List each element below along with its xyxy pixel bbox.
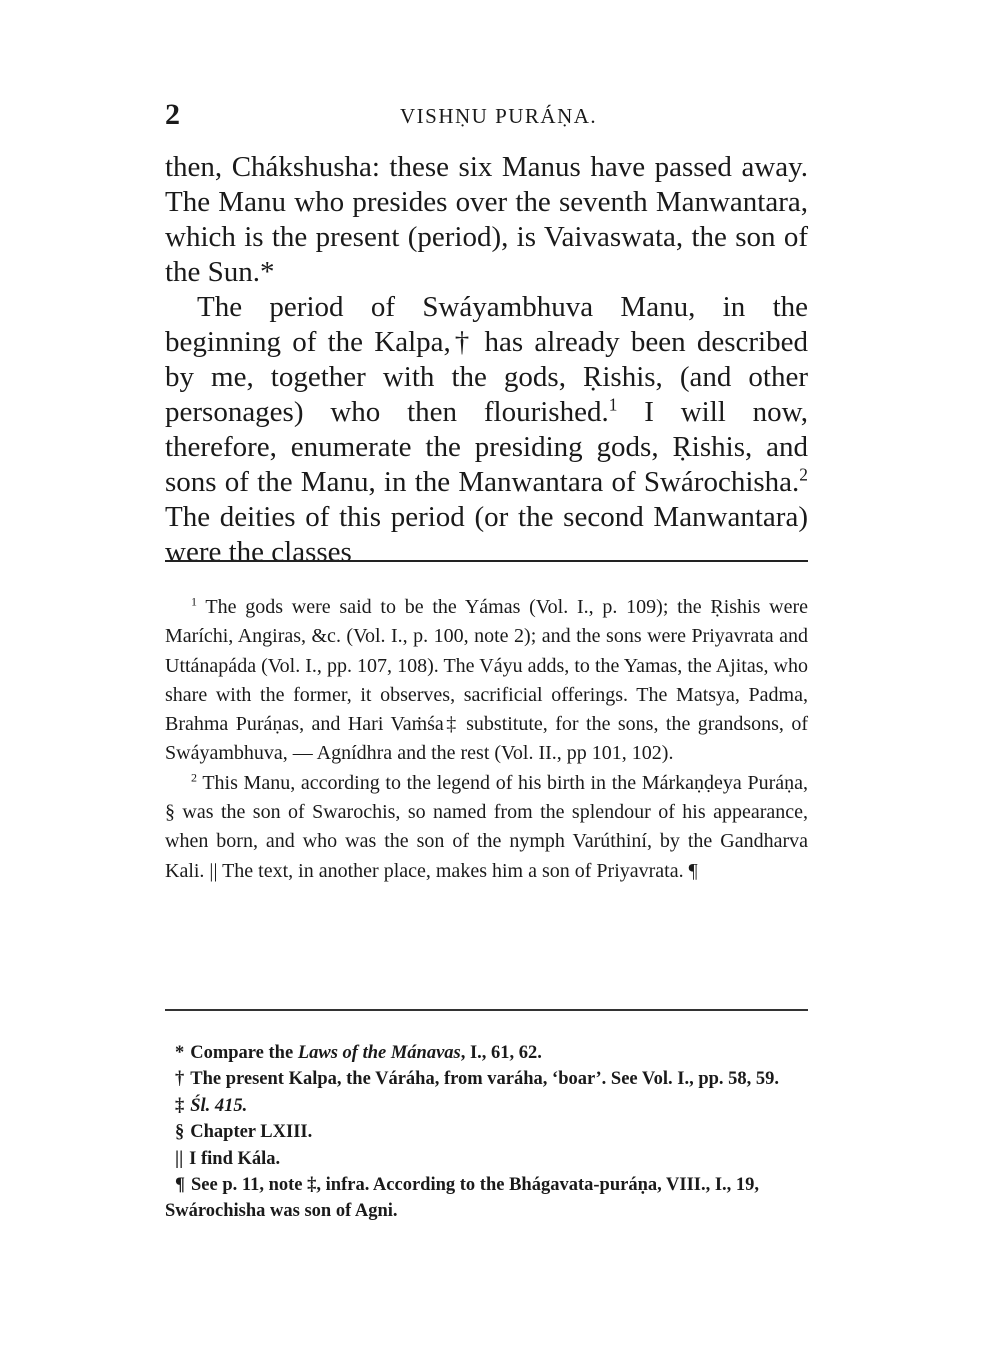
note-section-mark: § — [175, 1122, 185, 1143]
footnote-1-marker: 1 — [191, 594, 197, 609]
paragraph-2-part-c: The deities of this period (or the second Manwantara) were the classes — [165, 501, 808, 568]
footnote-ref-2: 2 — [799, 464, 808, 485]
note-parallel — [165, 1146, 808, 1172]
note-double-dagger — [165, 1093, 808, 1119]
note-asterisk-title: Laws of the Mánavas — [297, 1043, 461, 1063]
note-dagger-mark: † — [175, 1069, 185, 1090]
note-parallel-text: I find Kála. — [189, 1148, 281, 1169]
note-pilcrow-text: See p. 11, note ‡, infra. According to the Bhágavata-puráṇa, VIII., I., 19, Swárochisha was son of Agni. — [165, 1175, 760, 1222]
footnote-divider-1 — [165, 560, 808, 562]
note-asterisk-text-1: Compare the — [190, 1043, 298, 1063]
page-number: 2 — [165, 98, 180, 131]
footnote-2 — [165, 769, 808, 886]
note-asterisk — [165, 1040, 808, 1066]
footnote-2-marker: 2 — [191, 770, 197, 785]
note-dagger-text: The present Kalpa, the Váráha, from varáha, ‘boar’. See Vol. I., pp. 58, 59. — [190, 1069, 780, 1090]
footnote-ref-1: 1 — [608, 394, 618, 415]
note-asterisk-mark: * — [175, 1043, 185, 1063]
note-section — [165, 1119, 808, 1145]
note-dagger — [165, 1066, 808, 1092]
footnote-1-text: The gods were said to be the Yámas (Vol. I., p. 109); the Ṛishis were Maríchi, Angiras, &c. (Vol. I., p. 100, note 2); and the sons were Priyavrata and Uttánapáda (Vol. I., pp. 107, 108). The Váyu adds, to the Yamas, the Ajitas, who share with the former, it observes, sacrificial offerings. The Matsya, Padma, Brahma Puráṇas, and Hari Vaṁśa‡ substitute, for the sons, the grandsons, of Swáyambhuva, — Agnídhra and the rest (Vol. II., pp 101, 102). — [165, 596, 808, 765]
page-header — [165, 98, 805, 138]
note-pilcrow-mark: ¶ — [175, 1175, 185, 1196]
paragraph-2-part-a: The period of Swáyambhuva Manu, in the beginning of the Kalpa,† has already been described by me, together with the gods, Ṛishis, (and other personages) who then flourished. — [165, 291, 808, 428]
footnote-1 — [165, 593, 808, 769]
note-double-dagger-mark: ‡ — [175, 1095, 185, 1116]
footnote-divider-2 — [165, 1009, 808, 1011]
note-asterisk-text-2: , I., 61, 62. — [460, 1043, 542, 1063]
note-double-dagger-text: Śl. 415. — [190, 1095, 248, 1116]
paragraph-2-part-b: I will now, therefore, enumerate the presiding gods, Ṛishis, and sons of the Manu, in the Manwantara of Swárochisha. — [165, 396, 808, 498]
running-title: VISHṆU PURÁṆA. — [400, 104, 598, 128]
main-text — [165, 150, 808, 570]
paragraph-2 — [165, 290, 808, 570]
note-section-text: Chapter LXIII. — [190, 1122, 313, 1143]
note-pilcrow — [165, 1172, 808, 1225]
paragraph-1: then, Chákshusha: these six Manus have passed away. The Manu who presides over the seventh Manwantara, which is the present (period), is Vaivaswata, the son of the Sun.* — [165, 151, 808, 288]
numbered-footnotes — [165, 593, 808, 886]
note-parallel-mark: || — [175, 1148, 184, 1169]
footnote-2-text: This Manu, according to the legend of his birth in the Márkaṇḍeya Puráṇa, § was the son of Swarochis, so named from the splendour of his appearance, when born, and who was the son of the nymph Varúthiní, by the Gandharva Kali. || The text, in another place, makes him a son of Priyavrata. ¶ — [165, 771, 808, 882]
symbol-footnotes — [165, 1040, 808, 1225]
